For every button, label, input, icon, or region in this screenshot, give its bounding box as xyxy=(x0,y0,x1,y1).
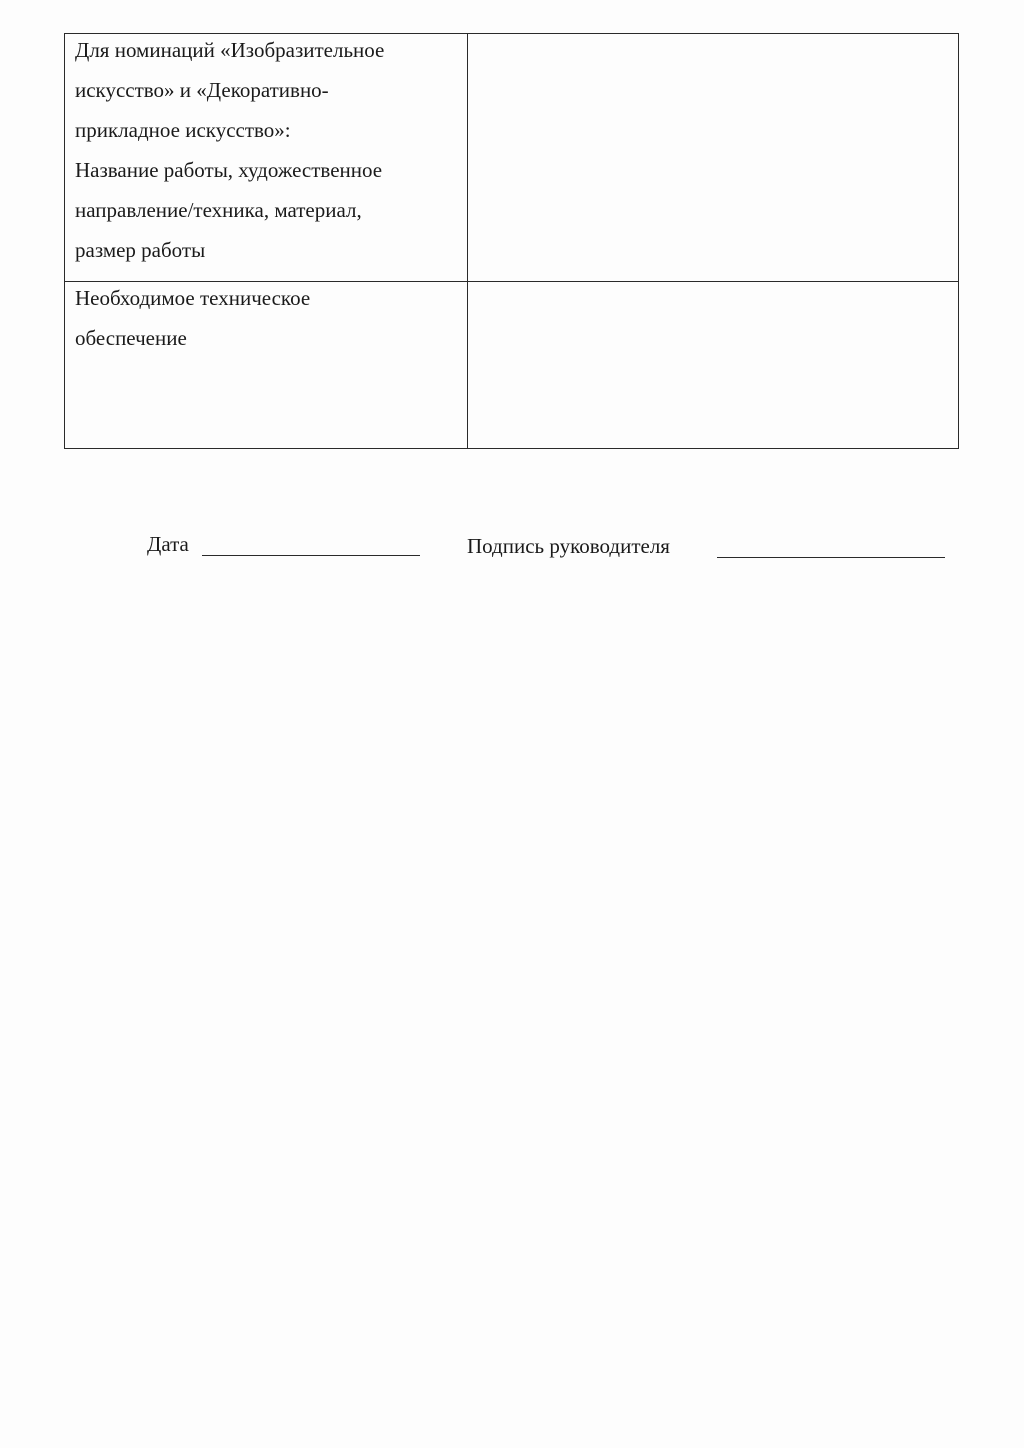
table-row-artwork-details xyxy=(65,34,959,282)
date-label: Дата xyxy=(147,532,189,556)
artwork-details-label: Для номинаций «Изобразительное искусство» и «Декоративно- прикладное искусство»: Название работы, художественное направление/техника, материал, размер работы xyxy=(75,38,385,262)
table-row-technical-support xyxy=(65,282,959,449)
signature-label: Подпись руководителя xyxy=(467,534,670,558)
date-blank-line[interactable] xyxy=(202,555,420,556)
signature-blank-line[interactable] xyxy=(717,557,945,558)
technical-support-label-cell xyxy=(65,282,468,449)
artwork-details-value-cell[interactable] xyxy=(468,34,959,282)
technical-support-value-cell[interactable] xyxy=(468,282,959,449)
technical-support-label: Необходимое техническое обеспечение xyxy=(75,286,311,350)
signature-section xyxy=(0,530,1024,570)
application-form-table xyxy=(64,33,959,449)
artwork-details-label-cell xyxy=(65,34,468,282)
